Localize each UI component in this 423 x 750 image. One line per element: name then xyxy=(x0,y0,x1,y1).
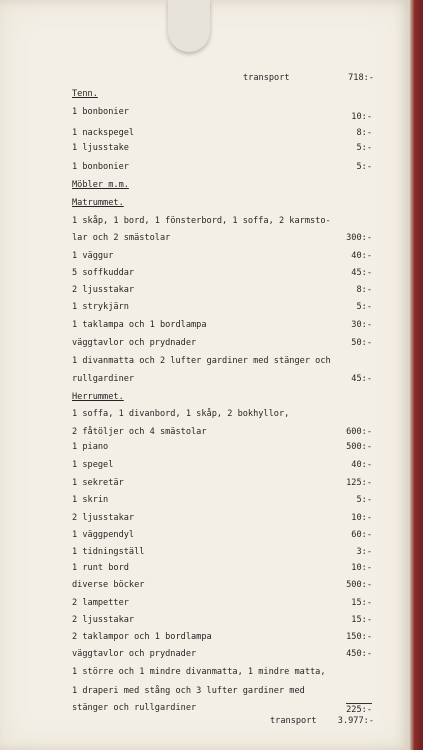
item-amount: 5:- xyxy=(356,302,372,312)
item-label: 1 spegel xyxy=(72,460,114,470)
item-amount: 600:- xyxy=(346,427,372,437)
item-amount: 10:- xyxy=(351,513,372,523)
inventory-line xyxy=(0,374,410,390)
item-amount: 40:- xyxy=(351,251,372,261)
item-amount: 500:- xyxy=(346,580,372,590)
binder-spine xyxy=(410,0,423,750)
transport-amount: 3.977:- xyxy=(337,716,374,726)
item-amount: 15:- xyxy=(351,598,372,608)
item-label: 1 väggur xyxy=(72,251,114,261)
transport-line-bottom xyxy=(0,716,410,732)
item-amount: 5:- xyxy=(356,495,372,505)
inventory-line xyxy=(0,530,410,546)
item-amount: 30:- xyxy=(351,320,372,330)
inventory-line xyxy=(0,268,410,284)
item-amount: 10:- xyxy=(351,112,372,122)
item-amount: 45:- xyxy=(351,268,372,278)
item-label: 1 bonbonier xyxy=(72,162,129,172)
item-label: 1 strykjärn xyxy=(72,302,129,312)
inventory-line xyxy=(0,495,410,511)
inventory-line xyxy=(0,667,410,683)
item-amount: 5:- xyxy=(356,143,372,153)
item-label: 1 skåp, 1 bord, 1 fönsterbord, 1 soffa, 2 karmsto- xyxy=(72,216,331,226)
inventory-line xyxy=(0,598,410,614)
inventory-line xyxy=(0,478,410,494)
item-amount: 5:- xyxy=(356,162,372,172)
item-label: 1 runt bord xyxy=(72,563,129,573)
item-amount: 60:- xyxy=(351,530,372,540)
inventory-line xyxy=(0,128,410,144)
item-amount: 8:- xyxy=(356,285,372,295)
inventory-line xyxy=(0,409,410,425)
item-label: 1 piano xyxy=(72,442,109,452)
inventory-line xyxy=(0,580,410,596)
item-label: 2 fåtöljer och 4 smästolar xyxy=(72,427,207,437)
paper-clip-tab xyxy=(168,0,210,52)
inventory-line xyxy=(0,442,410,458)
item-label: 1 nackspegel xyxy=(72,128,135,138)
item-label: 1 större och 1 mindre divanmatta, 1 mindre matta, xyxy=(72,667,326,677)
item-label: 1 taklampa och 1 bordlampa xyxy=(72,320,207,330)
item-amount: 10:- xyxy=(351,563,372,573)
item-amount: 225:- xyxy=(346,705,372,715)
section-heading xyxy=(0,198,410,214)
item-amount: 40:- xyxy=(351,460,372,470)
item-label: 2 taklampor och 1 bordlampa xyxy=(72,632,212,642)
section-heading-label: Tenn. xyxy=(72,89,98,99)
inventory-line xyxy=(0,427,410,443)
inventory-line xyxy=(0,216,410,232)
section-heading-label: Matrummet. xyxy=(72,198,124,208)
item-amount: 150:- xyxy=(346,632,372,642)
item-amount: 3:- xyxy=(356,547,372,557)
item-label: 1 ljusstake xyxy=(72,143,129,153)
item-label: 1 väggpendyl xyxy=(72,530,135,540)
transport-label: transport xyxy=(243,73,290,83)
transport-line-top xyxy=(0,73,410,89)
inventory-line xyxy=(0,649,410,665)
item-label: väggtavlor och prydnader xyxy=(72,338,197,348)
inventory-line xyxy=(0,162,410,178)
item-amount: 8:- xyxy=(356,128,372,138)
item-label: 5 soffkuddar xyxy=(72,268,135,278)
item-label: 1 divanmatta och 2 lufter gardiner med stänger och xyxy=(72,356,331,366)
inventory-line xyxy=(0,285,410,301)
inventory-line xyxy=(0,615,410,631)
inventory-line xyxy=(0,547,410,563)
item-label: rullgardiner xyxy=(72,374,135,384)
section-heading xyxy=(0,180,410,196)
inventory-line xyxy=(0,302,410,318)
inventory-line xyxy=(0,233,410,249)
section-heading-label: Herrummet. xyxy=(72,392,124,402)
item-amount: 15:- xyxy=(351,615,372,625)
item-label: 1 soffa, 1 divanbord, 1 skåp, 2 bokhyllor, xyxy=(72,409,290,419)
inventory-line xyxy=(0,338,410,354)
transport-amount: 718:- xyxy=(348,73,374,83)
inventory-line xyxy=(0,632,410,648)
item-label: 2 ljusstakar xyxy=(72,285,135,295)
section-heading-label: Möbler m.m. xyxy=(72,180,129,190)
item-label: stänger och rullgardiner xyxy=(72,703,197,713)
item-label: 1 sekretär xyxy=(72,478,124,488)
inventory-line xyxy=(0,563,410,579)
inventory-line xyxy=(0,112,410,128)
item-label: 1 draperi med stång och 3 lufter gardiner med xyxy=(72,686,305,696)
section-heading xyxy=(0,89,410,105)
inventory-line xyxy=(0,320,410,336)
item-amount: 300:- xyxy=(346,233,372,243)
transport-label: transport xyxy=(270,716,317,726)
item-label: diverse böcker xyxy=(72,580,145,590)
item-label: lar och 2 smästolar xyxy=(72,233,171,243)
inventory-line xyxy=(0,356,410,372)
inventory-line xyxy=(0,513,410,529)
item-label: 2 ljusstakar xyxy=(72,615,135,625)
item-amount: 45:- xyxy=(351,374,372,384)
inventory-line xyxy=(0,686,410,702)
item-label: 1 tidningställ xyxy=(72,547,145,557)
inventory-line xyxy=(0,460,410,476)
item-label: 2 lampetter xyxy=(72,598,129,608)
item-amount: 500:- xyxy=(346,442,372,452)
item-label: 2 ljusstakar xyxy=(72,513,135,523)
section-heading xyxy=(0,392,410,408)
item-label: 1 bonbonier xyxy=(72,107,129,117)
item-label: 1 skrin xyxy=(72,495,109,505)
item-amount: 125:- xyxy=(346,478,372,488)
inventory-line xyxy=(0,143,410,159)
item-amount: 50:- xyxy=(351,338,372,348)
item-amount: 450:- xyxy=(346,649,372,659)
item-label: väggtavlor och prydnader xyxy=(72,649,197,659)
inventory-line xyxy=(0,251,410,267)
